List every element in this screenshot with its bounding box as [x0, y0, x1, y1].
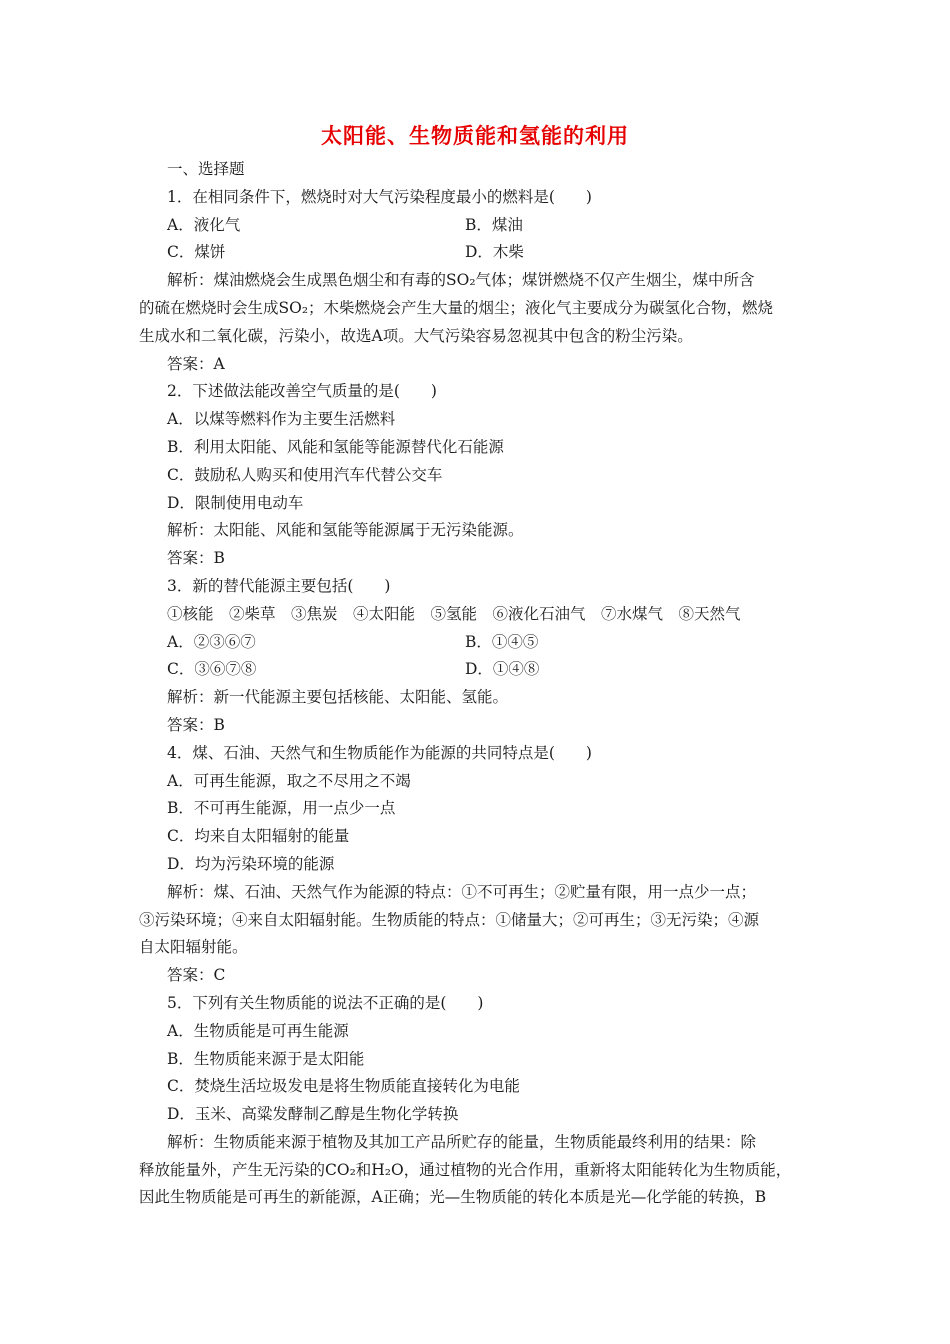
option-d: D．玉米、高粱发酵制乙醇是生物化学转换: [167, 1105, 459, 1124]
question-2-answer: 答案：B: [167, 549, 225, 568]
option-d: D．均为污染环境的能源: [167, 854, 335, 873]
question-3-answer: 答案：B: [167, 715, 225, 734]
question-1-analysis: 的硫在燃烧时会生成SO₂；木柴燃烧会产生大量的烟尘；液化气主要成分为碳氢化合物，燃烧: [139, 298, 774, 317]
section-heading: 一、选择题: [167, 160, 245, 178]
question-3-options-row1: [139, 629, 815, 657]
option-d: D．①④⑧: [465, 660, 540, 679]
option-a: A．生物质能是可再生能源: [167, 1021, 349, 1040]
question-1-answer: 答案：A: [167, 354, 225, 373]
page-title: 太阳能、生物质能和氢能的利用: [321, 123, 629, 148]
option-a: A．②③⑥⑦: [167, 632, 256, 651]
option-c: C．焚烧生活垃圾发电是将生物质能直接转化为电能: [167, 1077, 520, 1096]
option-d: D．木柴: [465, 243, 524, 262]
option-c: C．鼓励私人购买和使用汽车代替公交车: [167, 465, 443, 484]
option-a: A．以煤等燃料作为主要生活燃料: [167, 410, 396, 429]
question-4-answer: 答案：C: [167, 966, 226, 985]
question-1-analysis: 解析：煤油燃烧会生成黑色烟尘和有毒的SO₂气体；煤饼燃烧不仅产生烟尘，煤中所含: [167, 271, 755, 290]
question-1-analysis: 生成水和二氧化碳，污染小，故选A项。大气污染容易忽视其中包含的粉尘污染。: [139, 326, 693, 345]
question-3-stem: 3．新的替代能源主要包括( ): [167, 576, 391, 595]
question-4-stem: 4．煤、石油、天然气和生物质能作为能源的共同特点是( ): [167, 743, 592, 762]
option-b: B．利用太阳能、风能和氢能等能源替代化石能源: [167, 437, 504, 456]
question-1-stem: 1．在相同条件下，燃烧时对大气污染程度最小的燃料是( ): [167, 187, 592, 206]
question-5-analysis: 释放能量外，产生无污染的CO₂和H₂O，通过植物的光合作用，重新将太阳能转化为生物质能，: [139, 1160, 792, 1179]
question-5-stem: 5．下列有关生物质能的说法不正确的是( ): [167, 993, 484, 1012]
option-b: B．煤油: [465, 215, 523, 234]
option-b: B．不可再生能源，用一点少一点: [167, 799, 396, 818]
option-b: B．生物质能来源于是太阳能: [167, 1049, 365, 1068]
option-b: B．①④⑤: [465, 632, 539, 651]
option-c: C．③⑥⑦⑧: [167, 660, 257, 679]
question-1-options-row1: [139, 212, 815, 240]
question-3-items: ①核能 ②柴草 ③焦炭 ④太阳能 ⑤氢能 ⑥液化石油气 ⑦水煤气 ⑧天然气: [167, 604, 741, 623]
question-4-analysis: 自太阳辐射能。: [139, 938, 248, 957]
question-3-analysis: 解析：新一代能源主要包括核能、太阳能、氢能。: [167, 688, 509, 707]
question-2-analysis: 解析：太阳能、风能和氢能等能源属于无污染能源。: [167, 521, 524, 540]
document-body: [139, 156, 815, 1212]
question-5-analysis: 解析：生物质能来源于植物及其加工产品所贮存的能量，生物质能最终利用的结果：除: [167, 1132, 757, 1151]
option-a: A．可再生能源，取之不尽用之不竭: [167, 771, 411, 790]
option-a: A．液化气: [167, 215, 241, 234]
question-4-analysis: 解析：煤、石油、天然气作为能源的特点：①不可再生；②贮量有限，用一点少一点；: [167, 882, 757, 901]
question-5-analysis: 因此生物质能是可再生的新能源，A正确；光—生物质能的转化本质是光—化学能的转换，B: [139, 1188, 767, 1207]
question-4-analysis: ③污染环境；④来自太阳辐射能。生物质能的特点：①储量大；②可再生；③无污染；④源: [139, 910, 760, 929]
question-1-options-row2: [139, 239, 815, 267]
option-c: C．均来自太阳辐射的能量: [167, 827, 350, 846]
option-d: D．限制使用电动车: [167, 493, 304, 512]
question-3-options-row2: [139, 656, 815, 684]
question-2-stem: 2．下述做法能改善空气质量的是( ): [167, 382, 437, 401]
option-c: C．煤饼: [167, 243, 226, 262]
